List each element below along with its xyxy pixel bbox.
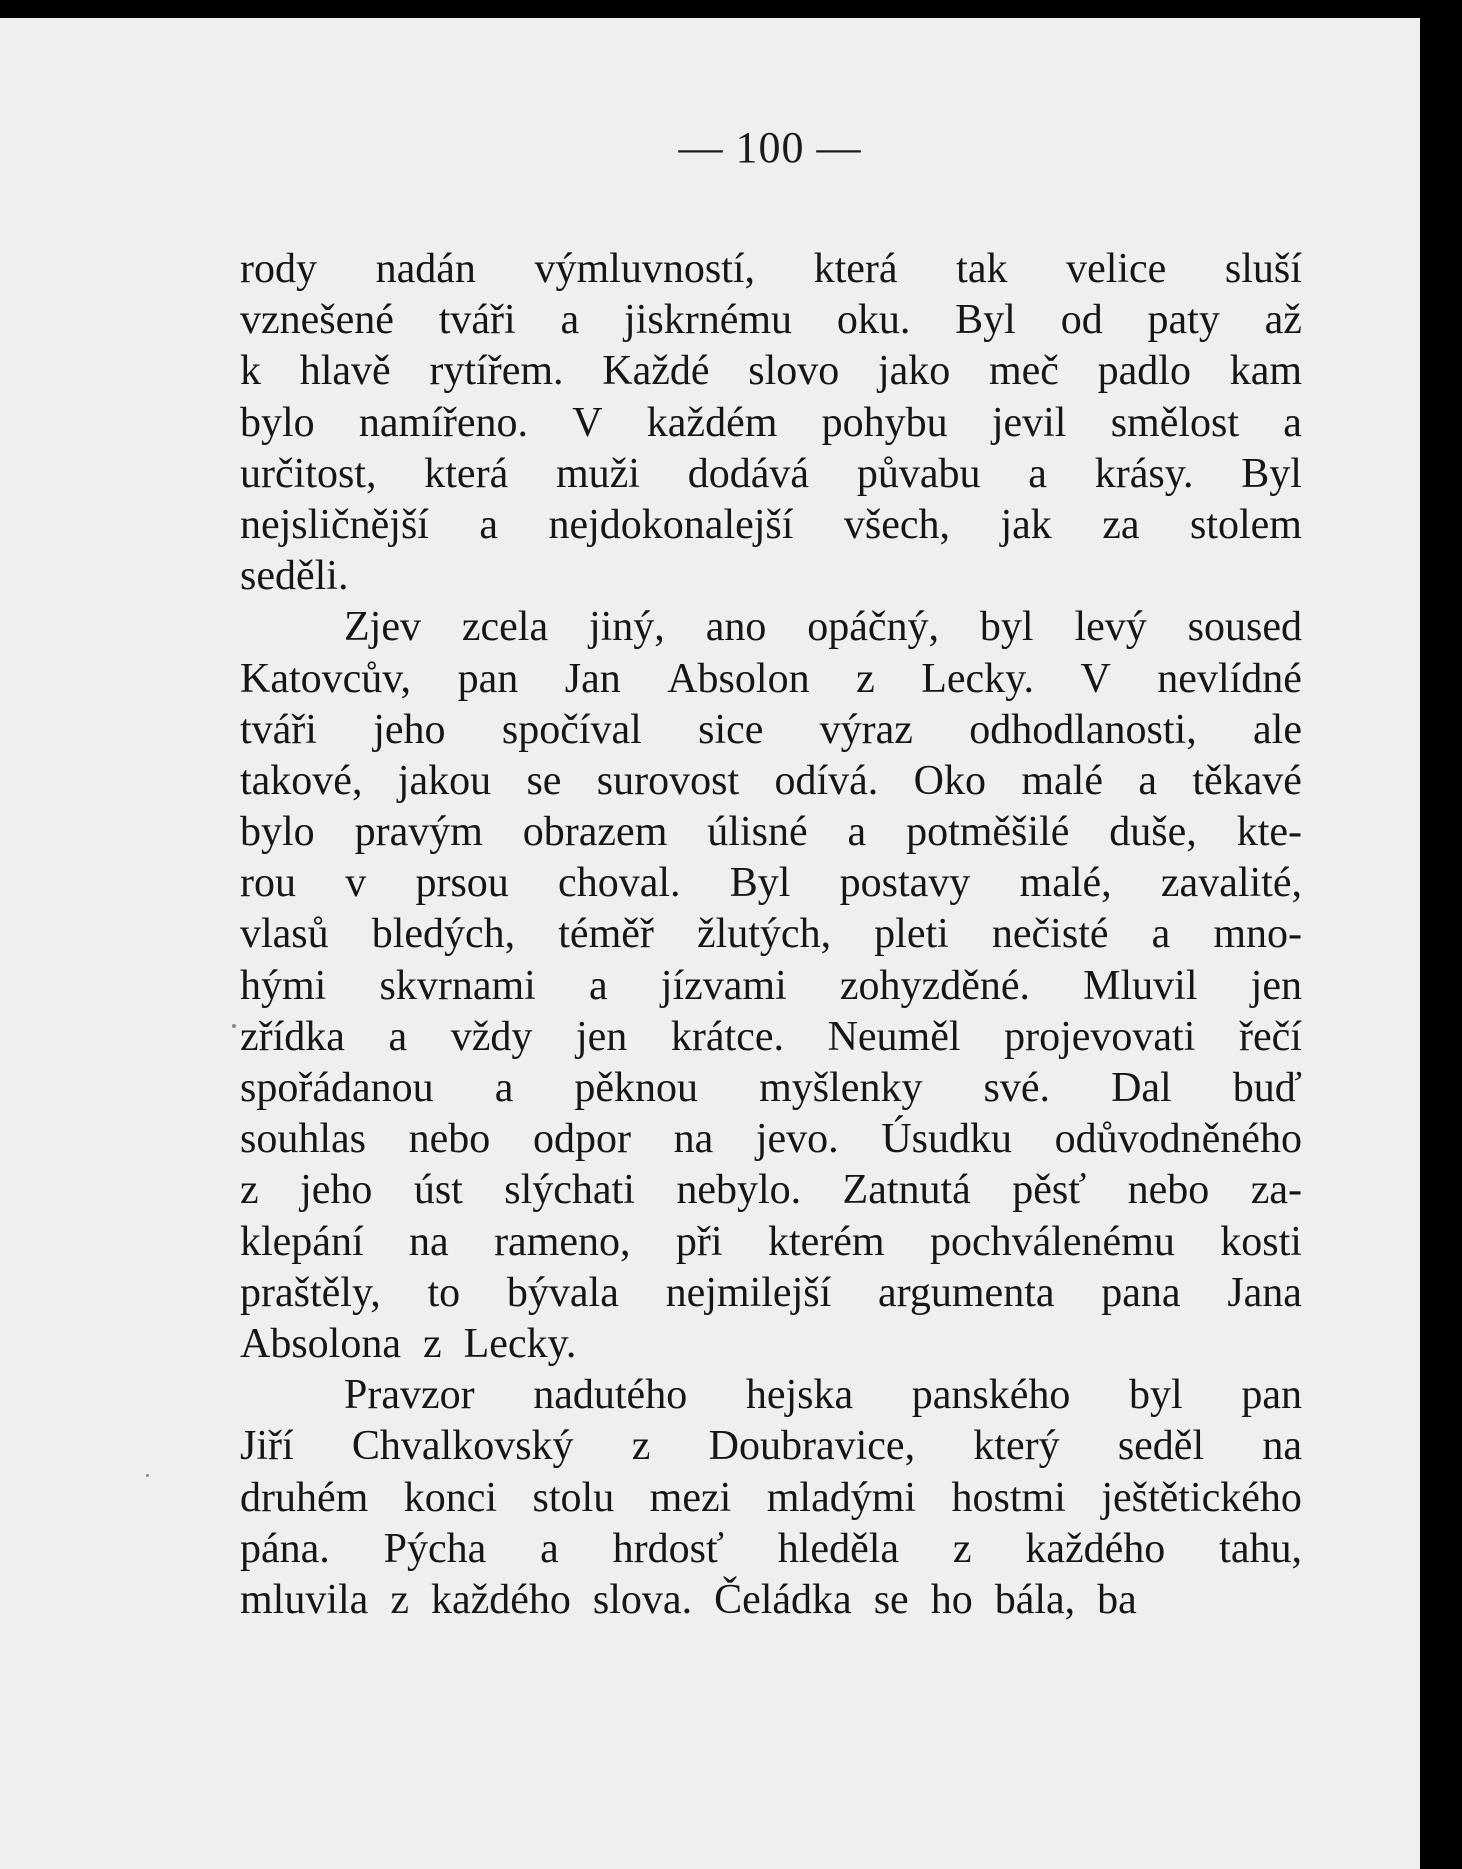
word: a	[1138, 757, 1157, 804]
word: jízvami	[660, 962, 787, 1009]
word: hejska	[745, 1372, 854, 1419]
word: namířeno.	[358, 399, 528, 446]
word: slýchati	[504, 1167, 635, 1214]
text-line	[240, 705, 1302, 756]
word: rameno,	[494, 1218, 631, 1265]
word: seděli.	[240, 553, 349, 600]
word: mezi	[649, 1474, 732, 1521]
word: za	[1102, 501, 1140, 548]
word: kterém	[767, 1218, 885, 1265]
word: nevlídné	[1157, 655, 1302, 702]
text-line	[240, 1319, 1302, 1370]
word: rou	[240, 860, 296, 907]
word: jakou	[397, 757, 492, 804]
word: skvrnami	[379, 962, 536, 1009]
word: jen	[1250, 962, 1302, 1009]
word: se	[526, 757, 562, 804]
word: pána.	[240, 1525, 330, 1572]
word: vznešené	[240, 297, 394, 344]
text-line	[240, 398, 1302, 449]
word: byl	[979, 604, 1034, 651]
word: z	[952, 1525, 972, 1572]
text-line	[240, 346, 1302, 397]
word: V	[572, 399, 603, 446]
word: těkavé	[1192, 757, 1302, 804]
word: nejsličnější	[240, 501, 429, 548]
text-line	[240, 1012, 1302, 1063]
word: bledých,	[371, 911, 516, 958]
word: a	[847, 809, 867, 856]
word: Neuměl	[827, 1013, 961, 1060]
word: tváři	[438, 297, 516, 344]
word: kte-	[1236, 809, 1302, 856]
word: odůvodněného	[1054, 1116, 1302, 1163]
word: Jana	[1227, 1269, 1302, 1316]
word: až	[1264, 297, 1302, 344]
word: nejmilejší	[665, 1269, 832, 1316]
word: a	[1028, 450, 1047, 497]
word: levý	[1074, 604, 1147, 651]
word: nejdokonalejší	[548, 501, 794, 548]
word: pan	[457, 655, 519, 702]
word: nebo	[408, 1116, 491, 1163]
word: Dal	[1111, 1065, 1172, 1111]
word: za-	[1250, 1167, 1302, 1214]
word: choval.	[558, 860, 681, 907]
word: souhlas	[240, 1116, 366, 1163]
word: řečí	[1238, 1013, 1302, 1060]
word: pana	[1101, 1269, 1181, 1316]
word: z	[240, 1167, 259, 1214]
word: bývala	[506, 1269, 619, 1316]
word: ho	[930, 1576, 973, 1623]
word: klepání	[240, 1218, 364, 1265]
word: určitost,	[240, 450, 377, 497]
word: odívá.	[774, 757, 879, 804]
word: pan	[1241, 1372, 1302, 1419]
word: Chvalkovský	[351, 1423, 574, 1470]
word: jeho	[300, 1167, 373, 1214]
word: z	[423, 1320, 442, 1367]
word: Jiří	[240, 1423, 294, 1470]
word: Lecky.	[921, 655, 1034, 702]
word: na	[1262, 1423, 1302, 1470]
word: stolu	[532, 1474, 615, 1521]
word: surovost	[596, 757, 740, 804]
word: hostmi	[951, 1474, 1066, 1521]
word: stolem	[1189, 501, 1302, 548]
word: Zatnutá	[842, 1167, 971, 1214]
word: oku.	[836, 297, 911, 344]
text-line	[240, 858, 1302, 909]
word: V	[1080, 655, 1111, 702]
text-line	[240, 1370, 1302, 1421]
word: konci	[403, 1474, 498, 1521]
text-line	[240, 1217, 1302, 1268]
word: úlisné	[707, 809, 808, 856]
word: Každé	[602, 348, 710, 395]
body-text	[240, 244, 1302, 1626]
word: a	[494, 1065, 514, 1111]
word: bylo	[240, 809, 315, 856]
word: rytířem.	[429, 348, 564, 395]
word: krátce.	[670, 1013, 784, 1060]
text-line	[240, 1421, 1302, 1472]
text-line	[240, 1575, 1302, 1626]
word: Katovcův,	[240, 655, 412, 702]
word: Zjev	[344, 604, 421, 651]
word: slovo	[748, 348, 840, 395]
word: jevil	[991, 399, 1067, 446]
word: každého	[1025, 1525, 1166, 1572]
word: Absolona	[240, 1320, 401, 1367]
word: odhodlanosti,	[969, 706, 1197, 753]
word: Pravzor	[344, 1372, 475, 1419]
word: mluvila	[240, 1576, 369, 1623]
word: půvabu	[856, 450, 981, 497]
word: jiskrnému	[624, 297, 793, 344]
word: ba	[1097, 1576, 1137, 1623]
word: a	[540, 1525, 559, 1572]
word: seděl	[1117, 1423, 1205, 1470]
scan-speck	[232, 1024, 236, 1028]
word: muži	[556, 450, 640, 497]
word: jevo.	[755, 1116, 839, 1163]
word: buď	[1232, 1065, 1302, 1111]
word: při	[675, 1218, 723, 1265]
scan-border	[1420, 0, 1462, 1869]
text-line	[240, 756, 1302, 807]
word: Úsudku	[881, 1116, 1013, 1163]
word: zohyzděné.	[839, 962, 1030, 1009]
word: ještětického	[1101, 1474, 1302, 1521]
word: bála,	[994, 1576, 1076, 1623]
word: a	[479, 501, 499, 548]
word: Oko	[913, 757, 986, 804]
word: Absolon	[667, 655, 810, 702]
word: každého	[430, 1576, 571, 1623]
word: na	[673, 1116, 714, 1163]
word: která	[813, 246, 898, 292]
text-line	[240, 449, 1302, 500]
word: úst	[413, 1167, 463, 1214]
word: od	[1060, 297, 1103, 344]
word: pohybu	[821, 399, 948, 446]
word: pochválenému	[929, 1218, 1175, 1265]
word: Mluvil	[1083, 962, 1198, 1009]
word: sice	[698, 706, 764, 753]
word: paty	[1147, 297, 1220, 344]
word: rody	[240, 246, 317, 292]
word: Jan	[564, 655, 621, 702]
word: z	[856, 655, 875, 702]
word: vlasů	[240, 911, 329, 958]
word: nečisté	[991, 911, 1109, 958]
word: nadutého	[533, 1372, 688, 1419]
word: a	[560, 297, 580, 344]
word: hleděla	[777, 1525, 900, 1572]
word: ano	[705, 604, 767, 651]
word: panského	[911, 1372, 1071, 1419]
text-line	[240, 909, 1302, 960]
text-line	[240, 807, 1302, 858]
word: malé	[1021, 757, 1103, 804]
word: Byl	[1241, 450, 1302, 497]
word: druhém	[240, 1474, 369, 1521]
word: pěsť	[1012, 1167, 1087, 1214]
word: kosti	[1220, 1218, 1302, 1265]
word: jen	[576, 1013, 628, 1060]
word: soused	[1187, 604, 1302, 651]
word: hrdosť	[612, 1525, 724, 1572]
word: výmluvností,	[534, 246, 756, 292]
word: zřídka	[240, 1013, 345, 1060]
text-line	[240, 1165, 1302, 1216]
text-line	[240, 1268, 1302, 1319]
text-line	[240, 654, 1302, 705]
page-number: — 100 —	[678, 123, 862, 172]
word: pěknou	[574, 1065, 699, 1111]
word: všech,	[843, 501, 951, 548]
word: jeho	[373, 706, 446, 753]
text-line	[240, 551, 1302, 602]
word: velice	[1066, 246, 1167, 292]
word: to	[427, 1269, 461, 1316]
word: a	[388, 1013, 408, 1060]
word: jak	[1000, 501, 1052, 548]
word: takové,	[240, 757, 363, 804]
word: zcela	[461, 604, 549, 651]
word: spořádanou	[240, 1065, 434, 1111]
word: mno-	[1213, 911, 1302, 958]
word: postavy	[839, 860, 971, 907]
word: která	[424, 450, 509, 497]
word: pravým	[354, 809, 483, 856]
word: Byl	[955, 297, 1016, 344]
word: spočíval	[501, 706, 642, 753]
word: k	[240, 348, 261, 395]
word: projevovati	[1004, 1013, 1196, 1060]
text-line	[240, 1114, 1302, 1165]
word: byl	[1129, 1372, 1183, 1419]
word: argumenta	[878, 1269, 1055, 1316]
word: a	[1151, 911, 1171, 958]
word: se	[873, 1576, 909, 1623]
text-line	[240, 1063, 1302, 1114]
word: výraz	[819, 706, 913, 753]
word: slova.	[592, 1576, 693, 1623]
text-line	[240, 244, 1302, 295]
word: a	[1283, 399, 1302, 446]
word: Lecky.	[463, 1320, 577, 1367]
word: z	[631, 1423, 651, 1470]
word: vždy	[450, 1013, 533, 1060]
word: Doubravice,	[708, 1423, 916, 1470]
word: nadán	[375, 246, 476, 292]
word: na	[409, 1218, 449, 1265]
word: z	[390, 1576, 409, 1623]
word: jako	[877, 348, 951, 395]
word: obrazem	[522, 809, 668, 856]
word: dodává	[687, 450, 810, 497]
word: který	[973, 1423, 1060, 1470]
word: pleti	[874, 911, 949, 958]
word: hými	[240, 962, 327, 1009]
word: bylo	[240, 399, 315, 446]
word: tváři	[240, 706, 317, 753]
word: opáčný,	[807, 604, 940, 651]
word: malé,	[1019, 860, 1112, 907]
word: a	[588, 962, 608, 1009]
word: Čeládka	[714, 1576, 852, 1623]
word: myšlenky	[759, 1065, 923, 1111]
word: nebo	[1127, 1167, 1210, 1214]
word: duše,	[1109, 809, 1197, 856]
word: sluší	[1224, 246, 1302, 292]
text-line	[240, 1473, 1302, 1524]
word: tahu,	[1219, 1525, 1302, 1572]
text-line	[240, 500, 1302, 551]
word: tak	[956, 246, 1008, 292]
word: téměř	[558, 911, 654, 958]
word: praštěly,	[240, 1269, 381, 1316]
word: potměšilé	[906, 809, 1070, 856]
text-line	[240, 1524, 1302, 1575]
word: hlavě	[299, 348, 391, 395]
scan-speck	[146, 1474, 149, 1477]
word: jiný,	[588, 604, 665, 651]
text-line	[240, 295, 1302, 346]
word: v	[345, 860, 367, 907]
word: své.	[983, 1065, 1051, 1111]
word: každém	[646, 399, 778, 446]
word: zavalité,	[1160, 860, 1302, 907]
word: nebylo.	[676, 1167, 802, 1214]
word: Byl	[729, 860, 791, 907]
text-line	[240, 961, 1302, 1012]
word: mladými	[766, 1474, 917, 1521]
word: odpor	[532, 1116, 631, 1163]
word: žlutých,	[696, 911, 832, 958]
word: padlo	[1097, 348, 1191, 395]
word: meč	[988, 348, 1059, 395]
word: kam	[1229, 348, 1302, 395]
word: ale	[1253, 706, 1302, 753]
word: krásy.	[1094, 450, 1194, 497]
word: Pýcha	[383, 1525, 487, 1572]
text-line	[240, 602, 1302, 653]
word: smělost	[1110, 399, 1240, 446]
word: prsou	[415, 860, 509, 907]
